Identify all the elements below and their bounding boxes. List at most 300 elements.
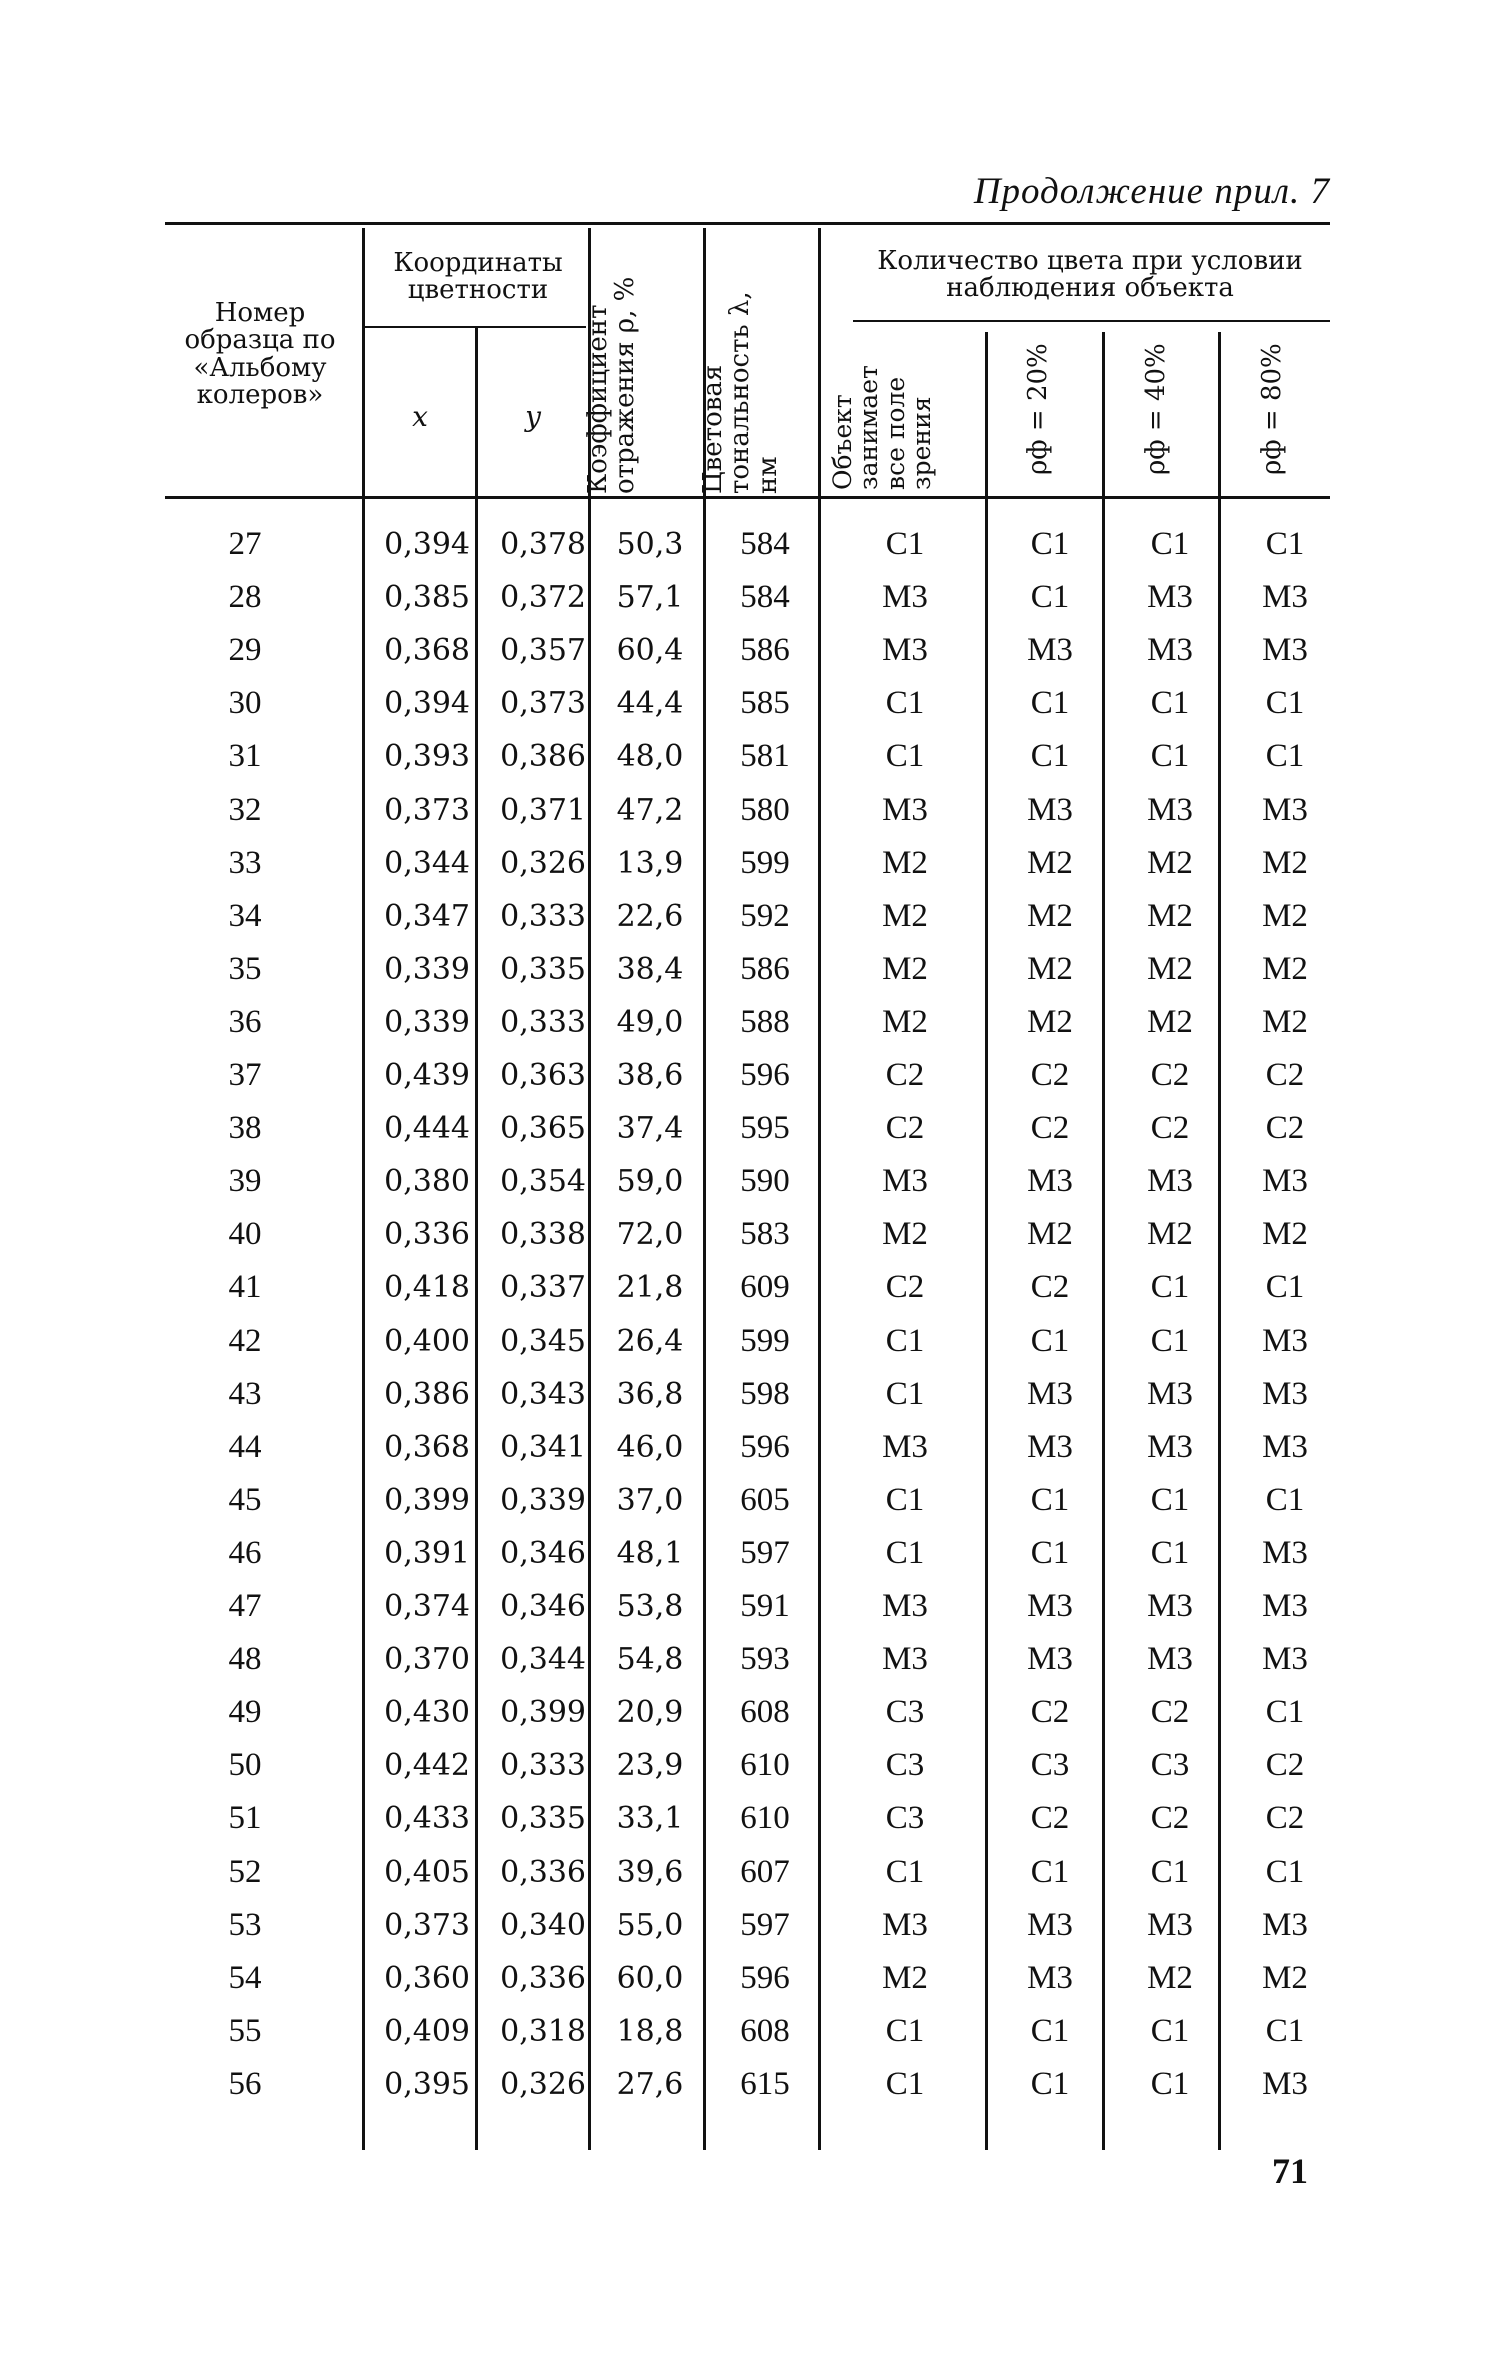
x-coordinate-cell: 0,430	[384, 1695, 470, 1731]
rho-20-cell: М2	[1027, 1003, 1073, 1040]
full-field-cell: М2	[882, 950, 928, 987]
reflectance-cell: 13,9	[616, 845, 684, 881]
full-field-cell: С1	[885, 1375, 925, 1412]
x-coordinate-cell: 0,347	[384, 898, 470, 934]
table-row	[0, 1739, 1500, 1792]
x-coordinate-cell: 0,395	[384, 2066, 470, 2102]
reflectance-cell: 21,8	[616, 1270, 684, 1306]
rho-40-cell: М3	[1147, 791, 1193, 828]
rho-20-cell: С2	[1030, 1800, 1070, 1837]
x-coordinate-cell: 0,368	[384, 1429, 470, 1465]
rho-40-cell: С1	[1150, 1853, 1190, 1890]
coordinates-subrule	[362, 326, 586, 328]
reflectance-cell: 48,1	[616, 1535, 684, 1571]
sample-number-cell: 32	[228, 791, 262, 828]
rho-80-cell: С1	[1265, 1481, 1305, 1518]
x-coordinate-cell: 0,439	[384, 1058, 470, 1093]
x-coordinate-cell: 0,394	[384, 527, 470, 562]
full-field-cell: С1	[885, 2065, 925, 2102]
reflectance-cell: 53,8	[616, 1589, 684, 1624]
rho-40-cell: М2	[1147, 1959, 1193, 1996]
full-field-cell: С1	[885, 1534, 925, 1571]
rho-80-cell: С1	[1265, 1853, 1305, 1890]
full-field-cell: М2	[882, 844, 928, 881]
rho-20-cell: М2	[1027, 844, 1073, 881]
reflectance-cell: 60,4	[616, 633, 684, 669]
rho-40-cell: С1	[1150, 1481, 1190, 1518]
y-coordinate-cell: 0,333	[500, 898, 586, 934]
color-amount-subrule	[853, 320, 1330, 322]
rho-40-cell: М3	[1147, 1375, 1193, 1412]
header-y: y	[525, 400, 541, 433]
reflectance-cell: 48,0	[616, 739, 684, 775]
rho-20-cell: С1	[1030, 526, 1070, 562]
y-coordinate-cell: 0,336	[500, 1854, 586, 1890]
rho-40-cell: М2	[1147, 1003, 1193, 1040]
rho-80-cell: М3	[1262, 1163, 1308, 1200]
table-row	[0, 1952, 1500, 2005]
header-color-amount: Количество цвета при условии наблюдения объекта	[877, 246, 1303, 304]
reflectance-cell: 39,6	[616, 1854, 684, 1890]
rho-80-cell: М3	[1262, 1641, 1308, 1678]
table-row	[0, 1527, 1500, 1580]
reflectance-cell: 23,9	[616, 1748, 684, 1784]
rho-20-cell: М3	[1027, 1906, 1073, 1943]
rho-80-cell: М3	[1262, 1375, 1308, 1412]
page-number: 71	[1272, 2151, 1308, 2191]
rho-80-cell: М3	[1262, 632, 1308, 669]
wavelength-cell: 586	[740, 950, 790, 987]
table-row	[0, 1633, 1500, 1686]
y-coordinate-cell: 0,354	[500, 1164, 586, 1200]
rho-80-cell: С1	[1265, 1269, 1305, 1306]
table-row	[0, 1792, 1500, 1845]
wavelength-cell: 596	[740, 1057, 790, 1093]
rho-20-cell: М3	[1027, 1375, 1073, 1412]
rho-20-cell: С1	[1030, 1322, 1070, 1359]
table-row	[0, 837, 1500, 890]
full-field-cell: М3	[882, 632, 928, 669]
wavelength-cell: 590	[740, 1163, 790, 1200]
full-field-cell: М3	[882, 1641, 928, 1678]
x-coordinate-cell: 0,409	[384, 2013, 470, 2049]
sample-number-cell: 56	[228, 2065, 262, 2102]
wavelength-cell: 580	[740, 791, 790, 828]
full-field-cell: С2	[885, 1057, 925, 1093]
reflectance-cell: 26,4	[616, 1323, 684, 1359]
x-coordinate-cell: 0,386	[384, 1376, 470, 1412]
wavelength-cell: 610	[740, 1747, 790, 1784]
header-coordinates: Координаты цветности	[393, 248, 563, 306]
rho-20-cell: С1	[1030, 2065, 1070, 2102]
header-reflectance: Коэффициент отражения ρ, %	[583, 276, 641, 494]
rho-40-cell: С2	[1150, 1694, 1190, 1731]
sample-number-cell: 27	[228, 526, 262, 562]
rho-40-cell: С3	[1150, 1747, 1190, 1784]
x-coordinate-cell: 0,391	[384, 1535, 470, 1571]
wavelength-cell: 609	[740, 1269, 790, 1306]
rho-80-cell: М2	[1262, 1959, 1308, 1996]
wavelength-cell: 615	[740, 2065, 790, 2102]
rho-20-cell: М3	[1027, 632, 1073, 669]
table-row	[0, 1474, 1500, 1527]
full-field-cell: С1	[885, 1322, 925, 1359]
wavelength-cell: 584	[740, 526, 790, 562]
header-bottom-rule	[165, 496, 1330, 499]
sample-number-cell: 41	[228, 1269, 262, 1306]
table-row	[0, 518, 1500, 571]
wavelength-cell: 599	[740, 844, 790, 881]
rho-80-cell: М3	[1262, 1428, 1308, 1465]
wavelength-cell: 607	[740, 1853, 790, 1890]
sample-number-cell: 51	[228, 1800, 262, 1837]
full-field-cell: М3	[882, 1163, 928, 1200]
table-row	[0, 1368, 1500, 1421]
wavelength-cell: 597	[740, 1906, 790, 1943]
rho-80-cell: С2	[1265, 1747, 1305, 1784]
rho-20-cell: М2	[1027, 897, 1073, 934]
full-field-cell: М3	[882, 1588, 928, 1624]
table-row	[0, 1049, 1500, 1102]
wavelength-cell: 599	[740, 1322, 790, 1359]
table-row	[0, 1899, 1500, 1952]
sample-number-cell: 42	[228, 1322, 262, 1359]
reflectance-cell: 57,1	[616, 580, 684, 616]
reflectance-cell: 72,0	[616, 1217, 684, 1253]
x-coordinate-cell: 0,394	[384, 686, 470, 722]
full-field-cell: М2	[882, 897, 928, 934]
y-coordinate-cell: 0,386	[500, 739, 586, 775]
y-coordinate-cell: 0,336	[500, 1960, 586, 1996]
rho-80-cell: М3	[1262, 1534, 1308, 1571]
y-coordinate-cell: 0,337	[500, 1270, 586, 1306]
sample-number-cell: 35	[228, 950, 262, 987]
x-coordinate-cell: 0,374	[384, 1589, 470, 1624]
x-coordinate-cell: 0,360	[384, 1960, 470, 1996]
rho-40-cell: С2	[1150, 1800, 1190, 1837]
reflectance-cell: 18,8	[616, 2013, 684, 2049]
sample-number-cell: 38	[228, 1110, 262, 1147]
full-field-cell: С3	[885, 1747, 925, 1784]
wavelength-cell: 596	[740, 1959, 790, 1996]
rho-40-cell: С1	[1150, 2065, 1190, 2102]
sample-number-cell: 33	[228, 844, 262, 881]
table-row	[0, 1686, 1500, 1739]
table-row	[0, 890, 1500, 943]
rho-40-cell: С1	[1150, 1269, 1190, 1306]
sample-number-cell: 47	[228, 1588, 262, 1624]
full-field-cell: С1	[885, 738, 925, 775]
wavelength-cell: 595	[740, 1110, 790, 1147]
reflectance-cell: 55,0	[616, 1907, 684, 1943]
reflectance-cell: 36,8	[616, 1376, 684, 1412]
table-row	[0, 1261, 1500, 1314]
sample-number-cell: 39	[228, 1163, 262, 1200]
full-field-cell: С1	[885, 1481, 925, 1518]
rho-80-cell: М2	[1262, 1216, 1308, 1253]
wavelength-cell: 591	[740, 1588, 790, 1624]
rho-40-cell: М2	[1147, 844, 1193, 881]
sample-number-cell: 30	[228, 685, 262, 722]
rho-40-cell: М3	[1147, 1588, 1193, 1624]
full-field-cell: С3	[885, 1694, 925, 1731]
x-coordinate-cell: 0,339	[384, 951, 470, 987]
sample-number-cell: 36	[228, 1003, 262, 1040]
header-rho-20: ρф = 20%	[1023, 343, 1053, 475]
rho-20-cell: С2	[1030, 1110, 1070, 1147]
rho-40-cell: С2	[1150, 1057, 1190, 1093]
x-coordinate-cell: 0,336	[384, 1217, 470, 1253]
x-coordinate-cell: 0,442	[384, 1748, 470, 1784]
reflectance-cell: 37,4	[616, 1111, 684, 1147]
table-row	[0, 2058, 1500, 2111]
y-coordinate-cell: 0,335	[500, 1801, 586, 1837]
rho-80-cell: С1	[1265, 685, 1305, 722]
reflectance-cell: 46,0	[616, 1429, 684, 1465]
rho-80-cell: М3	[1262, 1588, 1308, 1624]
rho-80-cell: С2	[1265, 1110, 1305, 1147]
table-row	[0, 784, 1500, 837]
header-x: x	[412, 400, 428, 433]
sample-number-cell: 55	[228, 2012, 262, 2049]
y-coordinate-cell: 0,399	[500, 1695, 586, 1731]
rho-80-cell: М2	[1262, 844, 1308, 881]
full-field-cell: С1	[885, 526, 925, 562]
rho-80-cell: М3	[1262, 791, 1308, 828]
rho-40-cell: С1	[1150, 685, 1190, 722]
wavelength-cell: 610	[740, 1800, 790, 1837]
rho-20-cell: М3	[1027, 1163, 1073, 1200]
full-field-cell: С2	[885, 1110, 925, 1147]
rho-40-cell: М3	[1147, 579, 1193, 616]
rho-20-cell: М3	[1027, 1428, 1073, 1465]
wavelength-cell: 608	[740, 1694, 790, 1731]
full-field-cell: М3	[882, 791, 928, 828]
table-row	[0, 677, 1500, 730]
x-coordinate-cell: 0,344	[384, 845, 470, 881]
reflectance-cell: 50,3	[616, 527, 684, 562]
reflectance-cell: 38,6	[616, 1058, 684, 1093]
wavelength-cell: 585	[740, 685, 790, 722]
x-coordinate-cell: 0,370	[384, 1642, 470, 1678]
sample-number-cell: 31	[228, 738, 262, 775]
reflectance-cell: 54,8	[616, 1642, 684, 1678]
reflectance-cell: 60,0	[616, 1960, 684, 1996]
rho-80-cell: С2	[1265, 1800, 1305, 1837]
reflectance-cell: 44,4	[616, 686, 684, 722]
sample-number-cell: 48	[228, 1641, 262, 1678]
full-field-cell: М3	[882, 1428, 928, 1465]
rho-40-cell: М2	[1147, 897, 1193, 934]
rho-20-cell: С1	[1030, 685, 1070, 722]
x-coordinate-cell: 0,373	[384, 792, 470, 828]
rho-20-cell: М3	[1027, 791, 1073, 828]
rho-80-cell: М2	[1262, 897, 1308, 934]
y-coordinate-cell: 0,335	[500, 951, 586, 987]
rho-80-cell: М3	[1262, 2065, 1308, 2102]
rho-20-cell: С1	[1030, 579, 1070, 616]
rho-20-cell: М3	[1027, 1641, 1073, 1678]
wavelength-cell: 586	[740, 632, 790, 669]
y-coordinate-cell: 0,338	[500, 1217, 586, 1253]
y-coordinate-cell: 0,371	[500, 792, 586, 828]
rho-80-cell: С1	[1265, 526, 1305, 562]
y-coordinate-cell: 0,333	[500, 1004, 586, 1040]
x-coordinate-cell: 0,400	[384, 1323, 470, 1359]
rho-40-cell: С1	[1150, 2012, 1190, 2049]
full-field-cell: С3	[885, 1800, 925, 1837]
rho-80-cell: М2	[1262, 950, 1308, 987]
sample-number-cell: 49	[228, 1694, 262, 1731]
rho-80-cell: М3	[1262, 579, 1308, 616]
x-coordinate-cell: 0,444	[384, 1111, 470, 1147]
rho-40-cell: С2	[1150, 1110, 1190, 1147]
table-row	[0, 1208, 1500, 1261]
reflectance-cell: 49,0	[616, 1004, 684, 1040]
wavelength-cell: 598	[740, 1375, 790, 1412]
sample-number-cell: 46	[228, 1534, 262, 1571]
table-row	[0, 1102, 1500, 1155]
reflectance-cell: 59,0	[616, 1164, 684, 1200]
rho-20-cell: С1	[1030, 2012, 1070, 2049]
x-coordinate-cell: 0,373	[384, 1907, 470, 1943]
y-coordinate-cell: 0,326	[500, 845, 586, 881]
rho-40-cell: М3	[1147, 1163, 1193, 1200]
table-row	[0, 1580, 1500, 1633]
x-coordinate-cell: 0,433	[384, 1801, 470, 1837]
full-field-cell: М2	[882, 1003, 928, 1040]
y-coordinate-cell: 0,357	[500, 633, 586, 669]
rho-40-cell: М3	[1147, 1906, 1193, 1943]
table-row	[0, 1846, 1500, 1899]
y-coordinate-cell: 0,341	[500, 1429, 586, 1465]
rho-40-cell: С1	[1150, 1534, 1190, 1571]
reflectance-cell: 47,2	[616, 792, 684, 828]
x-coordinate-cell: 0,385	[384, 580, 470, 616]
rho-40-cell: М2	[1147, 950, 1193, 987]
header-full-field: Объект занимает все поле зрения	[828, 365, 936, 490]
rho-20-cell: М3	[1027, 1959, 1073, 1996]
full-field-cell: С1	[885, 685, 925, 722]
x-coordinate-cell: 0,399	[384, 1482, 470, 1518]
y-coordinate-cell: 0,346	[500, 1589, 586, 1624]
sample-number-cell: 53	[228, 1906, 262, 1943]
rho-20-cell: М2	[1027, 950, 1073, 987]
header-sample-number: Номер образца по «Альбому колеров»	[184, 298, 336, 410]
rho-20-cell: С1	[1030, 1534, 1070, 1571]
full-field-cell: М3	[882, 1906, 928, 1943]
y-coordinate-cell: 0,373	[500, 686, 586, 722]
table-row	[0, 624, 1500, 677]
rho-80-cell: С1	[1265, 1694, 1305, 1731]
table-row	[0, 2005, 1500, 2058]
rho-20-cell: С1	[1030, 1481, 1070, 1518]
wavelength-cell: 596	[740, 1428, 790, 1465]
rho-40-cell: М3	[1147, 632, 1193, 669]
rho-40-cell: С1	[1150, 526, 1190, 562]
full-field-cell: С2	[885, 1269, 925, 1306]
header-rho-40: ρф = 40%	[1141, 343, 1171, 475]
rho-20-cell: М2	[1027, 1216, 1073, 1253]
y-coordinate-cell: 0,363	[500, 1058, 586, 1093]
sample-number-cell: 37	[228, 1057, 262, 1093]
reflectance-cell: 27,6	[616, 2066, 684, 2102]
rho-40-cell: М3	[1147, 1428, 1193, 1465]
table-row	[0, 943, 1500, 996]
rho-20-cell: С2	[1030, 1057, 1070, 1093]
rho-20-cell: С2	[1030, 1694, 1070, 1731]
table-row	[0, 1315, 1500, 1368]
table-row	[0, 1155, 1500, 1208]
rho-20-cell: С3	[1030, 1747, 1070, 1784]
reflectance-cell: 38,4	[616, 951, 684, 987]
wavelength-cell: 608	[740, 2012, 790, 2049]
y-coordinate-cell: 0,318	[500, 2013, 586, 2049]
wavelength-cell: 583	[740, 1216, 790, 1253]
full-field-cell: М2	[882, 1959, 928, 1996]
table-row	[0, 730, 1500, 783]
rho-80-cell: С2	[1265, 1057, 1305, 1093]
rho-40-cell: М3	[1147, 1641, 1193, 1678]
y-coordinate-cell: 0,365	[500, 1111, 586, 1147]
x-coordinate-cell: 0,380	[384, 1164, 470, 1200]
rho-80-cell: М3	[1262, 1322, 1308, 1359]
rho-80-cell: С1	[1265, 2012, 1305, 2049]
wavelength-cell: 584	[740, 579, 790, 616]
sample-number-cell: 45	[228, 1481, 262, 1518]
rho-40-cell: С1	[1150, 738, 1190, 775]
reflectance-cell: 20,9	[616, 1695, 684, 1731]
x-coordinate-cell: 0,405	[384, 1854, 470, 1890]
sample-number-cell: 40	[228, 1216, 262, 1253]
rho-20-cell: С1	[1030, 1853, 1070, 1890]
y-coordinate-cell: 0,345	[500, 1323, 586, 1359]
rho-80-cell: М2	[1262, 1003, 1308, 1040]
header-rho-80: ρф = 80%	[1257, 343, 1287, 475]
rho-40-cell: М2	[1147, 1216, 1193, 1253]
sample-number-cell: 54	[228, 1959, 262, 1996]
reflectance-cell: 37,0	[616, 1482, 684, 1518]
y-coordinate-cell: 0,339	[500, 1482, 586, 1518]
table-row	[0, 571, 1500, 624]
y-coordinate-cell: 0,343	[500, 1376, 586, 1412]
y-coordinate-cell: 0,378	[500, 527, 586, 562]
y-coordinate-cell: 0,340	[500, 1907, 586, 1943]
reflectance-cell: 22,6	[616, 898, 684, 934]
wavelength-cell: 592	[740, 897, 790, 934]
wavelength-cell: 593	[740, 1641, 790, 1678]
table-row	[0, 996, 1500, 1049]
y-coordinate-cell: 0,372	[500, 580, 586, 616]
y-coordinate-cell: 0,344	[500, 1642, 586, 1678]
sample-number-cell: 50	[228, 1747, 262, 1784]
y-coordinate-cell: 0,333	[500, 1748, 586, 1784]
full-field-cell: С1	[885, 1853, 925, 1890]
rho-20-cell: С1	[1030, 738, 1070, 775]
wavelength-cell: 597	[740, 1534, 790, 1571]
full-field-cell: М3	[882, 579, 928, 616]
sample-number-cell: 29	[228, 632, 262, 669]
header-wavelength: Цветовая тональность λ, нм	[698, 291, 783, 494]
x-coordinate-cell: 0,339	[384, 1004, 470, 1040]
sample-number-cell: 34	[228, 897, 262, 934]
rho-40-cell: С1	[1150, 1322, 1190, 1359]
x-coordinate-cell: 0,418	[384, 1270, 470, 1306]
full-field-cell: М2	[882, 1216, 928, 1253]
table-top-rule	[165, 222, 1330, 225]
wavelength-cell: 581	[740, 738, 790, 775]
x-coordinate-cell: 0,393	[384, 739, 470, 775]
